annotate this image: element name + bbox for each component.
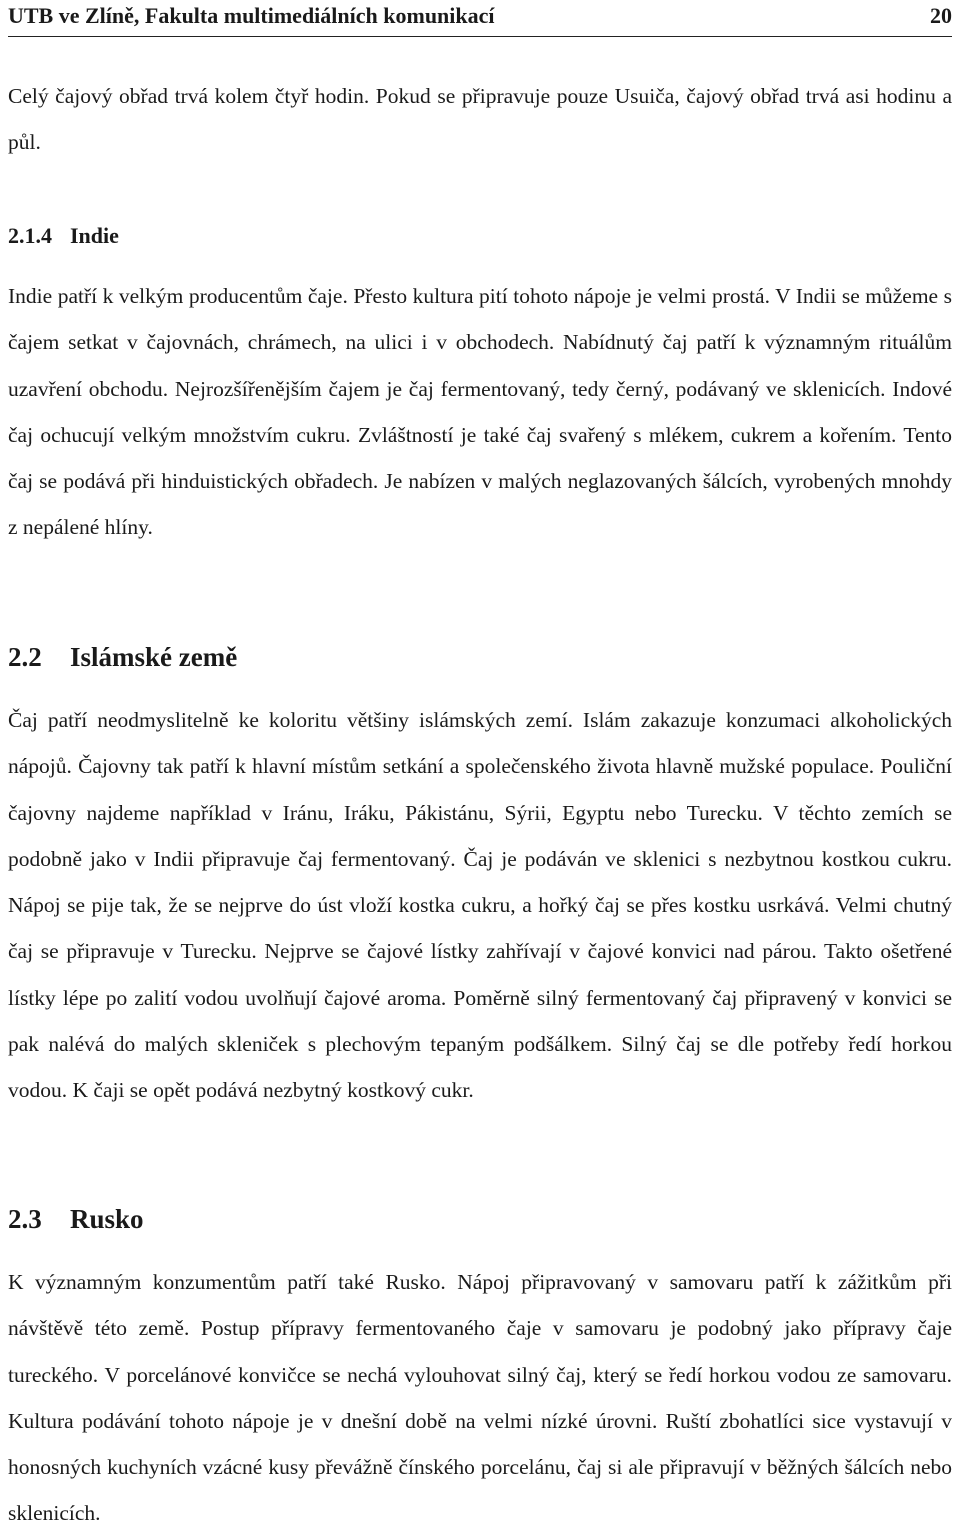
heading-russia — [8, 1202, 144, 1236]
header-title: UTB ve Zlíně, Fakulta multimediálních komunikací — [8, 3, 495, 28]
page-number: 20 — [930, 3, 952, 28]
heading-india — [8, 221, 119, 251]
heading-india-number: 2.1.4 — [8, 223, 52, 248]
paragraph-islam: Čaj patří neodmyslitelně ke koloritu většiny islámských zemí. Islám zakazuje konzumaci alkoholických nápojů. Čajovny tak patří k hlavní místům setkání a společenského života hlavně mužské populace. Pouliční čajovny najdeme například v Iránu, Iráku, Pákistánu, Sýrii, Egyptu nebo Turecku. V těchto zemích se podobně jako v Indii připravuje čaj fermentovaný. Čaj je podáván ve sklenici s nezbytnou kostkou cukru. Nápoj se pije tak, že se nejprve do úst vloží kostka cukru, a hořký čaj se přes kostku usrkává. Velmi chutný čaj se připravuje v Turecku. Nejprve se čajové lístky zahřívají v čajové konvici nad párou. Takto ošetřené lístky lépe po zalití vodou uvolňují čajové aroma. Poměrně silný fermentovaný čaj připravený v konvici se pak nalévá do malých skleniček s plechovým tepaným podšálkem. Silný čaj se dle potřeby ředí horkou vodou. K čaji se opět podává nezbytný kostkový cukr. — [8, 708, 952, 1103]
heading-india-title: Indie — [70, 223, 119, 248]
heading-russia-title: Rusko — [70, 1204, 144, 1234]
heading-islam-title: Islámské země — [70, 642, 238, 672]
paragraph-india: Indie patří k velkým producentům čaje. Přesto kultura pití tohoto nápoje je velmi prostá. V Indii se můžeme s čajem setkat v čajovnách, chrámech, na ulici i v obchodech. Nabídnutý čaj patří k významným rituálům uzavření obchodu. Nejrozšířenějším čajem je čaj fermentovaný, tedy černý, podávaný ve sklenicích. Indové čaj ochucují velkým množstvím cukru. Zvláštností je také čaj svařený s mlékem, cukrem a kořením. Tento čaj se podává při hinduistických obřadech. Je nabízen v malých neglazovaných šálcích, vyrobených mnohdy z nepálené hlíny. — [8, 284, 952, 540]
heading-russia-number: 2.3 — [8, 1204, 42, 1234]
paragraph-intro: Celý čajový obřad trvá kolem čtyř hodin. Pokud se připravuje pouze Usuiča, čajový obřad trvá asi hodinu a půl. — [8, 84, 952, 155]
heading-islam — [8, 640, 237, 674]
running-header — [8, 0, 952, 37]
heading-islam-number: 2.2 — [8, 642, 42, 672]
paragraph-russia: K významným konzumentům patří také Rusko. Nápoj připravovaný v samovaru patří k zážitkům při návštěvě této země. Postup přípravy fermentovaného čaje v samovaru je podobný jako přípravy čaje tureckého. V porcelánové konvičce se nechá vylouhovat silný čaj, který se ředí horkou vodou ze samovaru. Kultura podávání tohoto nápoje je v dnešní době na velmi nízké úrovni. Ruští zbohatlíci sice vystavují v honosných kuchyních vzácné kusy převážně čínského porcelánu, čaj si ale připravují v běžných šálcích nebo sklenicích. — [8, 1270, 952, 1526]
